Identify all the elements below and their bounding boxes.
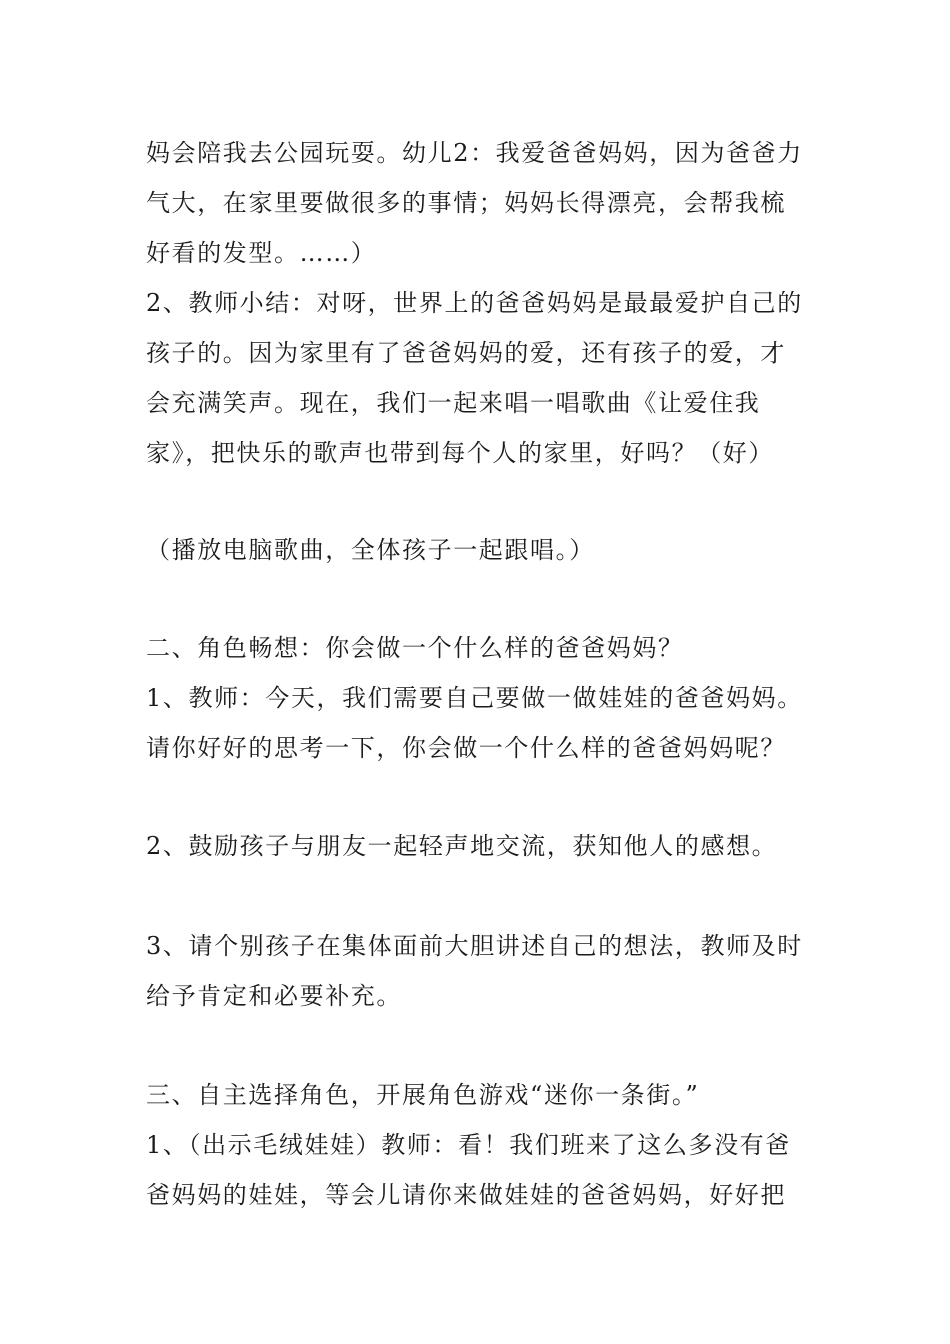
text-line: 3、请个别孩子在集体面前大胆讲述自己的想法，教师及时 — [146, 932, 803, 960]
text-line: 好看的发型。……） — [146, 239, 377, 267]
text-line: 2、鼓励孩子与朋友一起轻声地交流，获知他人的感想。 — [146, 832, 778, 860]
text-line: 孩子的。因为家里有了爸爸妈妈的爱，还有孩子的爱，才 — [146, 339, 786, 367]
text-line: 气大，在家里要做很多的事情；妈妈长得漂亮，会帮我梳 — [146, 189, 786, 217]
text-line: 爸妈妈的娃娃，等会儿请你来做娃娃的爸爸妈妈，好好把 — [146, 1181, 786, 1209]
text-line: （播放电脑歌曲，全体孩子一起跟唱。） — [146, 536, 595, 564]
section-heading: 二、角色畅想：你会做一个什么样的爸爸妈妈？ — [146, 634, 684, 662]
text-line: 会充满笑声。现在，我们一起来唱一唱歌曲《让爱住我 — [146, 389, 761, 417]
text-line: 1、（出示毛绒娃娃）教师：看！我们班来了这么多没有爸 — [146, 1131, 791, 1159]
text-line: 给予肯定和必要补充。 — [146, 982, 402, 1010]
text-line: 1、教师：今天，我们需要自己要做一做娃娃的爸爸妈妈。 — [146, 684, 803, 712]
text-line: 请你好好的思考一下，你会做一个什么样的爸爸妈妈呢？ — [146, 734, 786, 762]
text-line: 妈会陪我去公园玩耍。幼儿2：我爱爸爸妈妈，因为爸爸力 — [146, 139, 803, 167]
text-line: 家》，把快乐的歌声也带到每个人的家里，好吗？（好） — [146, 439, 774, 467]
section-heading: 三、自主选择角色，开展角色游戏“迷你一条街。” — [146, 1081, 700, 1109]
text-line: 2、教师小结：对呀，世界上的爸爸妈妈是最最爱护自己的 — [146, 289, 803, 317]
